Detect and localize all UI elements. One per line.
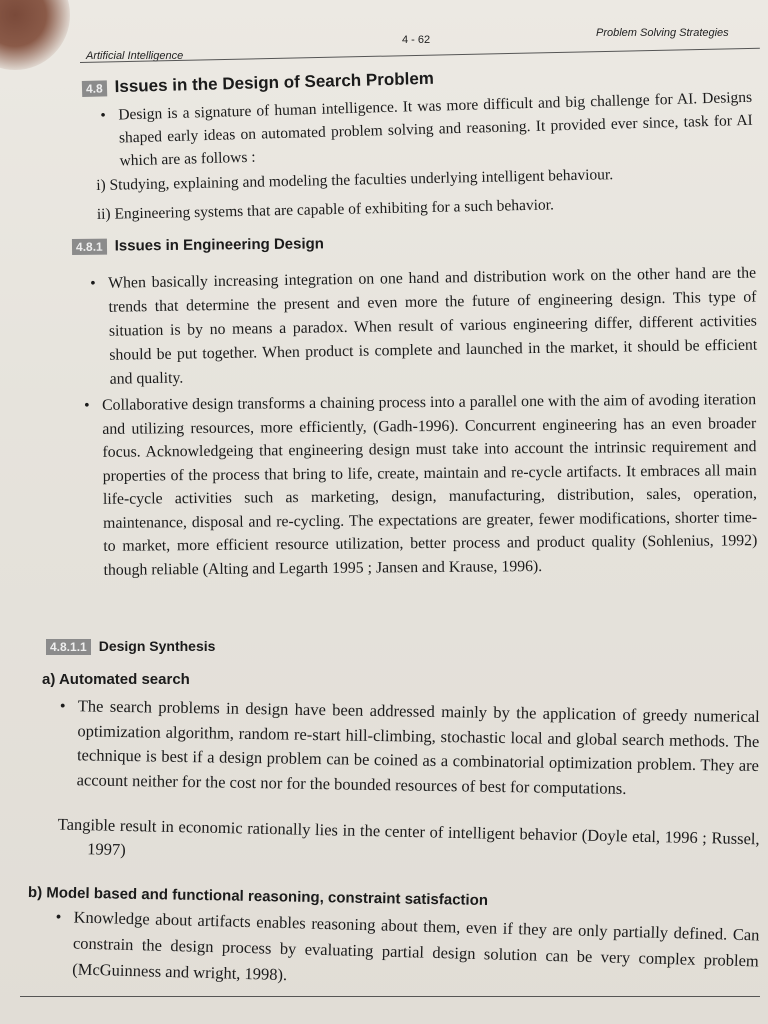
footer-rule xyxy=(20,996,760,997)
subheading-automated-search: a) Automated search xyxy=(42,671,190,688)
section-title: Issues in the Design of Search Problem xyxy=(114,68,435,97)
section-title: Design Synthesis xyxy=(98,638,216,654)
section-number: 4.8 xyxy=(82,80,107,97)
bullet-paragraph: • Design is a signature of human intelligence. It was more difficult and big challenge for AI. Designs shaped early ideas on automated problem solving and reasoning. It provided ever since, task for AI which are as follows : xyxy=(100,86,754,173)
automated-search-bullet xyxy=(58,694,759,803)
model-based-bullet xyxy=(54,904,760,1000)
engineering-bullet-2 xyxy=(84,388,758,582)
bullet-paragraph: • Knowledge about artifacts enables reasoning about them, even if they are only partially defined. Can constrain the design process by evaluating partial design solution can be very complex problem (McGuinness and wright, 1998). xyxy=(54,904,760,1000)
page-number: 4 - 62 xyxy=(402,34,431,46)
bullet-paragraph: • The search problems in design have been addressed mainly by the application of greedy numerical optimization algorithm, random re-start hill-climbing, stochastic local and global search methods. The technique is best if a design problem can be coined as a combinatorial optimization problem. They are account neither for the cost nor for the bounded resources of best for computations. xyxy=(58,694,759,803)
engineering-bullet-1 xyxy=(90,262,758,392)
finger-shadow xyxy=(0,0,70,70)
section-heading-4-8 xyxy=(82,69,434,98)
section-number: 4.8.1.1 xyxy=(46,639,91,655)
list-item: i) Studying, explaining and modeling the faculties underlying intelligent behaviour. xyxy=(96,166,614,194)
running-header-right: Problem Solving Strategies xyxy=(596,27,729,39)
bullet-paragraph: • Collaborative design transforms a chaining process into a parallel one with the aim of avoding iteration and utilizing resources, more efficiently, (Gadh-1996). Concurrent engineering has an even broader focus. Acknowledgeing that engineering design must take into account the intrinsic requirement and properties of the process that bring to life, create, maintain and re-cycle artifacts. It embraces all main life-cycle activities such as marketing, design, manufacturing, distribution, sales, operation, maintenance, disposal and re-cycling. The expectations are greater, fewer modifications, shorter time-to market, more efficient resource utilization, better process and product quality (Sohlenius, 1992) though reliable (Alting and Legarth 1995 ; Jansen and Krause, 1996). xyxy=(84,388,758,582)
section-title: Issues in Engineering Design xyxy=(114,235,324,255)
list-item: ii) Engineering systems that are capable of exhibiting for a such behavior. xyxy=(96,196,555,223)
running-header-left: Artificial Intelligence xyxy=(86,50,184,62)
design-bullet xyxy=(100,86,754,173)
section-heading-4-8-1 xyxy=(72,235,324,255)
section-heading-4-8-1-1 xyxy=(46,638,215,655)
tangible-result-paragraph xyxy=(29,812,760,875)
subheading-model-based: b) Model based and functional reasoning, constraint satisfaction xyxy=(27,884,489,910)
section-number: 4.8.1 xyxy=(72,239,107,255)
paragraph: Tangible result in economic rationally lies in the center of intelligent behavior (Doyle etal, 1996 ; Russel, 1997) xyxy=(57,814,760,860)
bullet-paragraph: • When basically increasing integration on one hand and distribution work on the other hand are the trends that determine the present and even more the future of engineering design. This type of situation is by no means a paradox. When result of various engineering differ, different activities should be put together. When product is complete and launched in the market, it should be efficient and quality. xyxy=(90,262,758,392)
